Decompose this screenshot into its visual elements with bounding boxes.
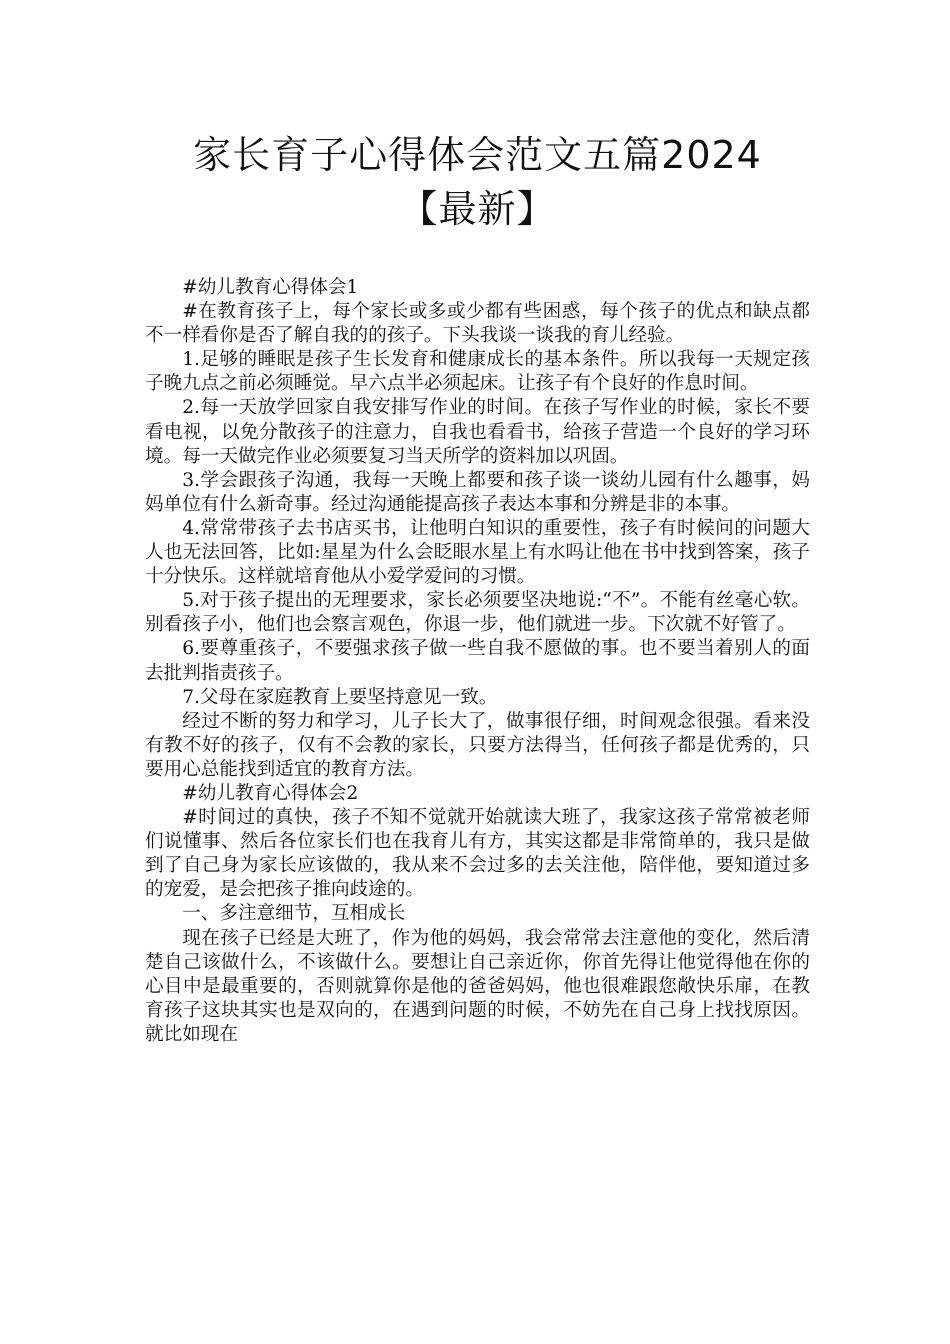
list-item-3: 3.学会跟孩子沟通，我每一天晚上都要和孩子谈一谈幼儿园有什么趣事，妈妈单位有什么新奇事。经过沟通能提高孩子表达本事和分辨是非的本事。 — [145, 469, 810, 515]
paragraph: #在教育孩子上，每个家长或多或少都有些困惑，每个孩子的优点和缺点都不一样看你是否了解自我的的孩子。下头我谈一谈我的育儿经验。 — [145, 301, 810, 347]
list-item-4: 4.常常带孩子去书店买书，让他明白知识的重要性，孩子有时候问的问题大人也无法回答，比如:星星为什么会眨眼水星上有水吗让他在书中找到答案，孩子十分快乐。这样就培育他从小爱学爱问的习惯。 — [145, 517, 810, 588]
list-item-2: 2.每一天放学回家自我安排写作业的时间。在孩子写作业的时候，家长不要看电视，以免分散孩子的注意力，自我也看看书，给孩子营造一个良好的学习环境。每一天做完作业必须要复习当天所学的资料加以巩固。 — [145, 397, 810, 467]
list-item-7: 7.父母在家庭教育上要坚持意见一致。 — [182, 686, 498, 708]
paragraph-heading-2: #幼儿教育心得体会2 — [182, 782, 359, 804]
paragraph: 现在孩子已经是大班了，作为他的妈妈，我会常常去注意他的变化，然后清楚自己该做什么，不该做什么。要想让自己亲近你，你首先得让他觉得他在你的心目中是最重要的，否则就算你是他的爸爸妈妈，他也很难跟您敞快乐扉，在教育孩子这块其实也是双向的，在遇到问题的时候，不妨先在自己身上找找原因。就比如现在 — [145, 927, 810, 1045]
document-title: 家长育子心得体会范文五篇2024【最新】 — [193, 133, 762, 231]
section-heading: 一、多注意细节，互相成长 — [182, 903, 406, 925]
paragraph: 经过不断的努力和学习，儿子长大了，做事很仔细，时间观念很强。看来没有教不好的孩子，仅有不会教的家长，只要方法得当，任何孩子都是优秀的，只要用心总能找到适宜的教育方法。 — [145, 710, 810, 780]
list-item-1: 1.足够的睡眠是孩子生长发育和健康成长的基本条件。所以我每一天规定孩子晚九点之前必须睡觉。早六点半必须起床。让孩子有个良好的作息时间。 — [145, 349, 810, 395]
paragraph-heading-1: #幼儿教育心得体会1 — [182, 277, 359, 298]
list-item-5: 5.对于孩子提出的无理要求，家长必须要坚决地说:“不”。不能有丝毫心软。别看孩子小，他们也会察言观色，你退一步，他们就进一步。下次就不好管了。 — [145, 590, 810, 636]
document-body — [145, 276, 810, 1047]
list-item-6: 6.要尊重孩子，不要强求孩子做一些自我不愿做的事。也不要当着别人的面去批判指责孩子。 — [145, 638, 810, 684]
paragraph: #时间过的真快，孩子不知不觉就开始就读大班了，我家这孩子常常被老师们说懂事、然后各位家长们也在我育儿有方，其实这都是非常简单的，我只是做到了自己身为家长应该做的，我从来不会过多的去关注他，陪伴他，要知道过多的宠爱，是会把孩子推向歧途的。 — [145, 807, 810, 901]
